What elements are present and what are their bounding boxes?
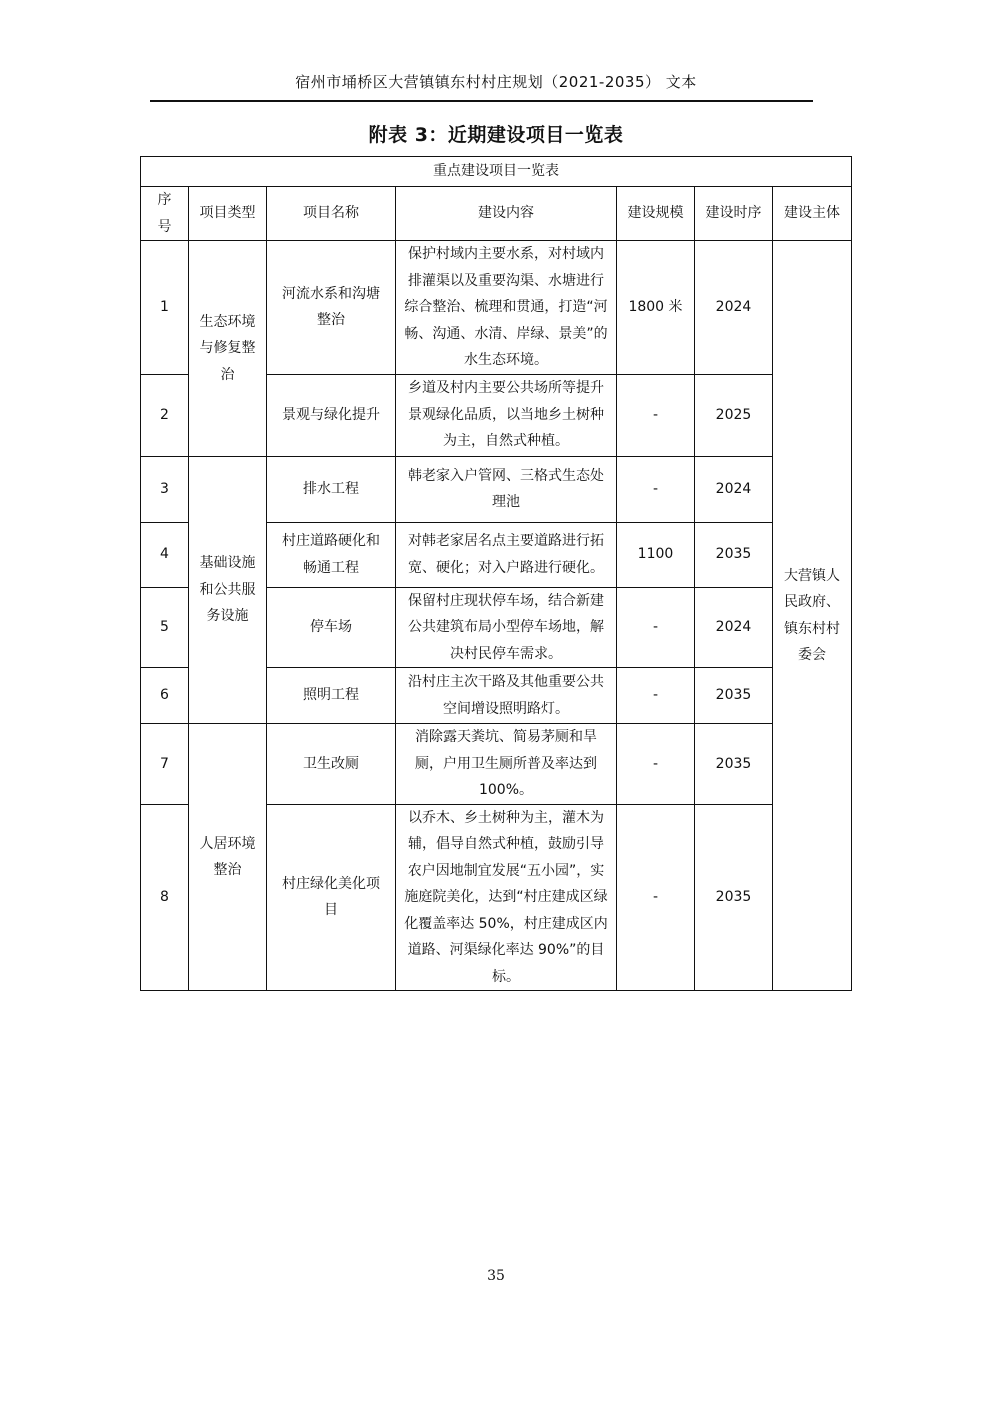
project-category-ecology: 生态环境与修复整治 [189,241,267,457]
column-header-type: 项目类型 [189,187,267,241]
project-content: 乡道及村内主要公共场所等提升景观绿化品质，以当地乡土树种为主，自然式种植。 [396,374,617,456]
project-name: 村庄道路硬化和畅通工程 [267,522,396,587]
row-number: 6 [141,668,189,724]
table-row [141,241,852,375]
row-number: 5 [141,587,189,668]
project-scale: 1800 米 [617,241,695,375]
row-number: 3 [141,456,189,522]
project-content: 韩老家入户管网、三格式生态处理池 [396,456,617,522]
project-name: 村庄绿化美化项目 [267,804,396,991]
project-name: 照明工程 [267,668,396,724]
project-name: 景观与绿化提升 [267,374,396,456]
row-number: 4 [141,522,189,587]
row-number: 7 [141,724,189,805]
running-header: 宿州市埇桥区大营镇镇东村村庄规划（2021-2035） 文本 [295,73,697,91]
column-header-no: 序号 [141,187,189,241]
page-number: 35 [487,1268,505,1284]
project-scale: - [617,374,695,456]
project-year: 2024 [695,587,773,668]
project-table [140,156,852,991]
project-scale: - [617,724,695,805]
project-year: 2024 [695,456,773,522]
project-year: 2035 [695,668,773,724]
project-content: 消除露天粪坑、简易茅厕和旱厕，户用卫生厕所普及率达到 100%。 [396,724,617,805]
column-header-timing: 建设时序 [695,187,773,241]
table-header-row [141,187,852,241]
project-scale: 1100 [617,522,695,587]
project-content: 保留村庄现状停车场，结合新建公共建筑布局小型停车场地，解决村民停车需求。 [396,587,617,668]
table-caption: 重点建设项目一览表 [141,157,852,187]
project-content: 沿村庄主次干路及其他重要公共空间增设照明路灯。 [396,668,617,724]
row-number: 2 [141,374,189,456]
column-header-owner: 建设主体 [773,187,852,241]
project-content: 对韩老家居名点主要道路进行拓宽、硬化；对入户路进行硬化。 [396,522,617,587]
project-owner: 大营镇人民政府、镇东村村委会 [773,241,852,991]
column-header-name: 项目名称 [267,187,396,241]
project-content: 以乔木、乡土树种为主，灌木为辅，倡导自然式种植，鼓励引导农户因地制宜发展“五小园”，实施庭院美化，达到“村庄建成区绿化覆盖率达 50%，村庄建成区内道路、河渠绿化率达 90%”的目标。 [396,804,617,991]
row-number: 1 [141,241,189,375]
project-year: 2025 [695,374,773,456]
project-name: 卫生改厕 [267,724,396,805]
project-content: 保护村域内主要水系，对村域内排灌渠以及重要沟渠、水塘进行综合整治、梳理和贯通，打造“河畅、沟通、水清、岸绿、景美”的水生态环境。 [396,241,617,375]
page-title: 附表 3：近期建设项目一览表 [368,124,624,146]
project-scale: - [617,804,695,991]
project-name: 停车场 [267,587,396,668]
project-year: 2035 [695,804,773,991]
row-number: 8 [141,804,189,991]
header-divider [150,100,813,102]
project-name: 排水工程 [267,456,396,522]
project-name: 河流水系和沟塘整治 [267,241,396,375]
project-scale: - [617,456,695,522]
project-year: 2035 [695,522,773,587]
project-scale: - [617,587,695,668]
table-row [141,724,852,805]
project-scale: - [617,668,695,724]
project-category-living: 人居环境整治 [189,724,267,991]
table-row [141,456,852,522]
project-year: 2035 [695,724,773,805]
column-header-scale: 建设规模 [617,187,695,241]
project-category-infrastructure: 基础设施和公共服务设施 [189,456,267,724]
project-year: 2024 [695,241,773,375]
column-header-content: 建设内容 [396,187,617,241]
